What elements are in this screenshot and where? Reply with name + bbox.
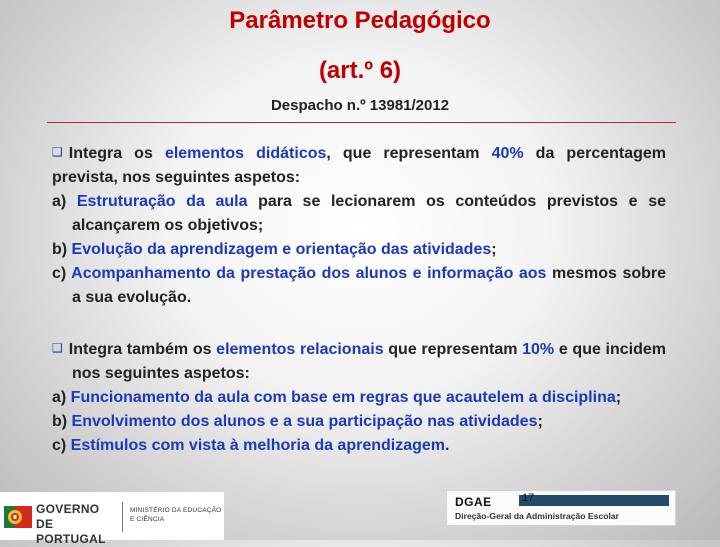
section2-intro-text: Integra também os [68,341,217,358]
logo-separator [122,502,123,532]
checkbox-bullet-icon: ❑ [52,145,63,159]
item-highlight: Estímulos com vista à melhoria da aprendizagem [70,437,446,454]
slide-title: Parâmetro Pedagógico [229,7,491,34]
despacho-reference: Despacho n.º 13981/2012 [270,97,450,114]
section1-intro-text: , que representam [326,145,492,162]
item-highlight: Acompanhamento da prestação dos alunos e informação aos [71,265,547,282]
item-text: . [445,437,450,454]
portugal-emblem-icon [4,496,32,536]
gov-line-1: GOVERNO DE [36,502,100,531]
item-text: para se lecionarem os conteúdos previstos e se alcançarem os objetivos; [72,193,666,234]
item-prefix: c) [52,265,72,282]
item-text: ; [615,389,622,406]
item-highlight: Funcionamento da aula com base em regras que acautelem a disciplina [70,389,616,406]
section1-intro [52,142,666,190]
section2-intro [52,338,666,386]
ministry-line-1: MINISTÉRIO DA EDUCAÇÃO [130,507,222,514]
item-prefix: c) [52,437,71,454]
item-text: mesmos sobre a sua evolução. [72,265,667,306]
gov-line-2: PORTUGAL [36,532,106,546]
ministry-name [130,506,222,524]
item-highlight: Estruturação da aula [76,193,248,210]
section2-highlight: elementos relacionais [216,341,384,358]
page-number: 17 [522,492,535,504]
item-prefix: a) [52,193,77,210]
section2-item-c [52,434,666,458]
section2-item-a [52,386,666,410]
item-text: ; [537,413,543,430]
section1-item-b [52,238,666,262]
dgae-color-bar [519,495,669,506]
section1-item-a [52,190,666,238]
dgae-full-name: Direção-Geral da Administração Escolar [455,511,619,521]
slide-body [52,142,666,458]
government-name [36,502,116,547]
section1-highlight: elementos didáticos [164,145,327,162]
section2-percentage: 10% [522,341,555,358]
section2-intro-text: que representam [383,341,523,358]
section1-percentage: 40% [491,145,524,162]
dgae-logo [446,490,676,526]
section1-intro-text: da percentagem prevista, nos seguintes aspetos: [52,145,667,186]
government-logo [0,492,224,546]
section-gap [52,310,666,338]
checkbox-bullet-icon: ❑ [52,341,63,355]
ministry-line-2: E CIÊNCIA [130,516,165,523]
item-prefix: b) [52,413,72,430]
section2-item-b [52,410,666,434]
item-prefix: a) [52,389,71,406]
slide-subtitle: (art.º 6) [318,57,402,84]
item-prefix: b) [52,241,72,258]
item-highlight: Evolução da aprendizagem e orientação das atividades [71,241,492,258]
dgae-abbreviation: DGAE [455,495,492,509]
title-divider [47,122,676,123]
item-highlight: Envolvimento dos alunos e a sua participação nas atividades [71,413,538,430]
section2-intro-text: e que incidem nos seguintes aspetos: [72,341,666,382]
section1-intro-text: Integra os [68,145,165,162]
section1-item-c [52,262,666,310]
item-text: ; [491,241,497,258]
